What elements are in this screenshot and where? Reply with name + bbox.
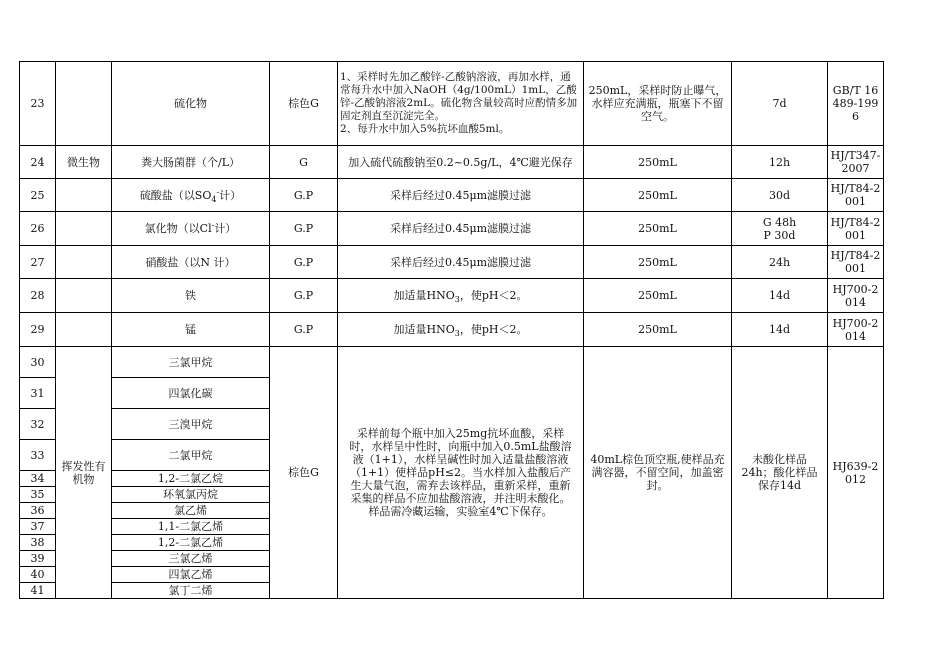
item-cell: 锰: [112, 313, 270, 347]
item-cell: 三溴甲烷: [112, 409, 270, 440]
standard-cell: HJ700-2014: [828, 313, 884, 347]
row-number: 27: [20, 246, 56, 279]
volume-cell: 250mL: [584, 179, 732, 212]
item-cell: 氯化物（以Cl-计）: [112, 212, 270, 246]
table-row: [20, 279, 884, 313]
container-cell: G.P: [270, 246, 338, 279]
container-cell: G.P: [270, 313, 338, 347]
method-cell: 加适量$HNO_3$，使pH＜2。: [338, 313, 584, 347]
row-number: 31: [20, 378, 56, 409]
container-cell: G.P: [270, 179, 338, 212]
item-cell: 1,2-二氯乙烷: [112, 471, 270, 487]
standard-cell: HJ/T84-2001: [828, 212, 884, 246]
period-cell: 14d: [732, 279, 828, 313]
category-cell: [56, 212, 112, 246]
volume-cell: 250mL: [584, 146, 732, 179]
row-number: 39: [20, 551, 56, 567]
container-cell: G: [270, 146, 338, 179]
item-cell: 三氯甲烷: [112, 347, 270, 378]
item-cell: 1,1-二氯乙烯: [112, 519, 270, 535]
table-row: [20, 62, 884, 146]
item-cell: 硫化物: [112, 62, 270, 146]
method-cell: 采样后经过0.45μm滤膜过滤: [338, 179, 584, 212]
volume-cell: 250mL: [584, 313, 732, 347]
row-number: 24: [20, 146, 56, 179]
row-number: 37: [20, 519, 56, 535]
category-cell: [56, 279, 112, 313]
table-row: [20, 212, 884, 246]
row-number: 40: [20, 567, 56, 583]
standard-cell: GB/T 16489-1996: [828, 62, 884, 146]
item-cell: 四氯化碳: [112, 378, 270, 409]
standard-cell: HJ639-2012: [828, 347, 884, 599]
row-number: 36: [20, 503, 56, 519]
volume-cell: 250mL: [584, 246, 732, 279]
method-cell: 采样后经过0.45μm滤膜过滤: [338, 246, 584, 279]
item-cell: 二氯甲烷: [112, 440, 270, 471]
volume-cell: 40mL棕色顶空瓶,使样品充满容器，不留空间，加盖密封。: [584, 347, 732, 599]
row-number: 28: [20, 279, 56, 313]
item-cell: 氯乙烯: [112, 503, 270, 519]
method-cell: [338, 62, 584, 146]
row-number: 38: [20, 535, 56, 551]
volume-cell: 250mL: [584, 212, 732, 246]
category-cell: [56, 179, 112, 212]
row-number: 23: [20, 62, 56, 146]
table-row: [20, 146, 884, 179]
row-number: 33: [20, 440, 56, 471]
method-line: 2、每升水中加入5%抗坏血酸5ml。: [340, 123, 510, 135]
standard-cell: HJ/T84-2001: [828, 246, 884, 279]
item-cell: 硝酸盐（以N 计）: [112, 246, 270, 279]
method-cell: 加适量$HNO_3$，使pH＜2。: [338, 279, 584, 313]
container-cell: G.P: [270, 212, 338, 246]
category-cell: [56, 62, 112, 146]
item-cell: 氯丁二烯: [112, 583, 270, 599]
volume-cell: 250mL: [584, 279, 732, 313]
table-row: [20, 179, 884, 212]
category-cell: [56, 313, 112, 347]
standard-cell: HJ700-2014: [828, 279, 884, 313]
container-cell: 棕色G: [270, 62, 338, 146]
row-number: 32: [20, 409, 56, 440]
sampling-preservation-table: [19, 61, 884, 599]
item-cell: 1,2-二氯乙烯: [112, 535, 270, 551]
row-number: 30: [20, 347, 56, 378]
method-line: 1、采样时先加乙酸锌-乙酸钠溶液，再加水样，通常每升水中加入NaOH（4g/100mL）1mL，乙酸锌-乙酸钠溶液2mL。硫化物含量较高时应酌情多加固定剂直至沉淀完全。: [340, 71, 578, 122]
table-row: [20, 347, 884, 378]
item-cell: 四氯乙烯: [112, 567, 270, 583]
period-cell: 30d: [732, 179, 828, 212]
container-cell: 棕色G: [270, 347, 338, 599]
table-row: [20, 246, 884, 279]
category-cell: 挥发性有机物: [56, 347, 112, 599]
standard-cell: HJ/T84-2001: [828, 179, 884, 212]
row-number: 26: [20, 212, 56, 246]
item-cell: 三氯乙烯: [112, 551, 270, 567]
period-cell: G 48h P 30d: [732, 212, 828, 246]
period-cell: 12h: [732, 146, 828, 179]
item-cell: 硫酸盐（以$SO_4^-$计）: [112, 179, 270, 212]
method-cell: 采样后经过0.45μm滤膜过滤: [338, 212, 584, 246]
method-cell: 采样前每个瓶中加入25mg抗坏血酸，采样时，水样呈中性时，向瓶中加入0.5mL盐酸溶液（1+1），水样呈碱性时加入适量盐酸溶液（1+1）使样品pH≤2。当水样加入盐酸后产生大量气泡，需弃去该样品，重新采样，重新采集的样品不应加盐酸溶液，并注明未酸化。样品需冷藏运输，实验室4℃下保存。: [338, 347, 584, 599]
period-cell: 14d: [732, 313, 828, 347]
period-cell: 未酸化样品24h；酸化样品保存14d: [732, 347, 828, 599]
method-cell: 加入硫代硫酸钠至0.2~0.5g/L，4℃避光保存: [338, 146, 584, 179]
item-cell: 粪大肠菌群（个/L）: [112, 146, 270, 179]
row-number: 41: [20, 583, 56, 599]
item-cell: 环氧氯丙烷: [112, 487, 270, 503]
period-cell: 24h: [732, 246, 828, 279]
table-row: [20, 313, 884, 347]
row-number: 29: [20, 313, 56, 347]
row-number: 34: [20, 471, 56, 487]
container-cell: G.P: [270, 279, 338, 313]
row-number: 25: [20, 179, 56, 212]
period-cell: 7d: [732, 62, 828, 146]
row-number: 35: [20, 487, 56, 503]
category-cell: [56, 246, 112, 279]
standard-cell: HJ/T347-2007: [828, 146, 884, 179]
item-cell: 铁: [112, 279, 270, 313]
volume-cell: 250mL，采样时防止曝气，水样应充满瓶，瓶塞下不留空气。: [584, 62, 732, 146]
category-cell: 微生物: [56, 146, 112, 179]
